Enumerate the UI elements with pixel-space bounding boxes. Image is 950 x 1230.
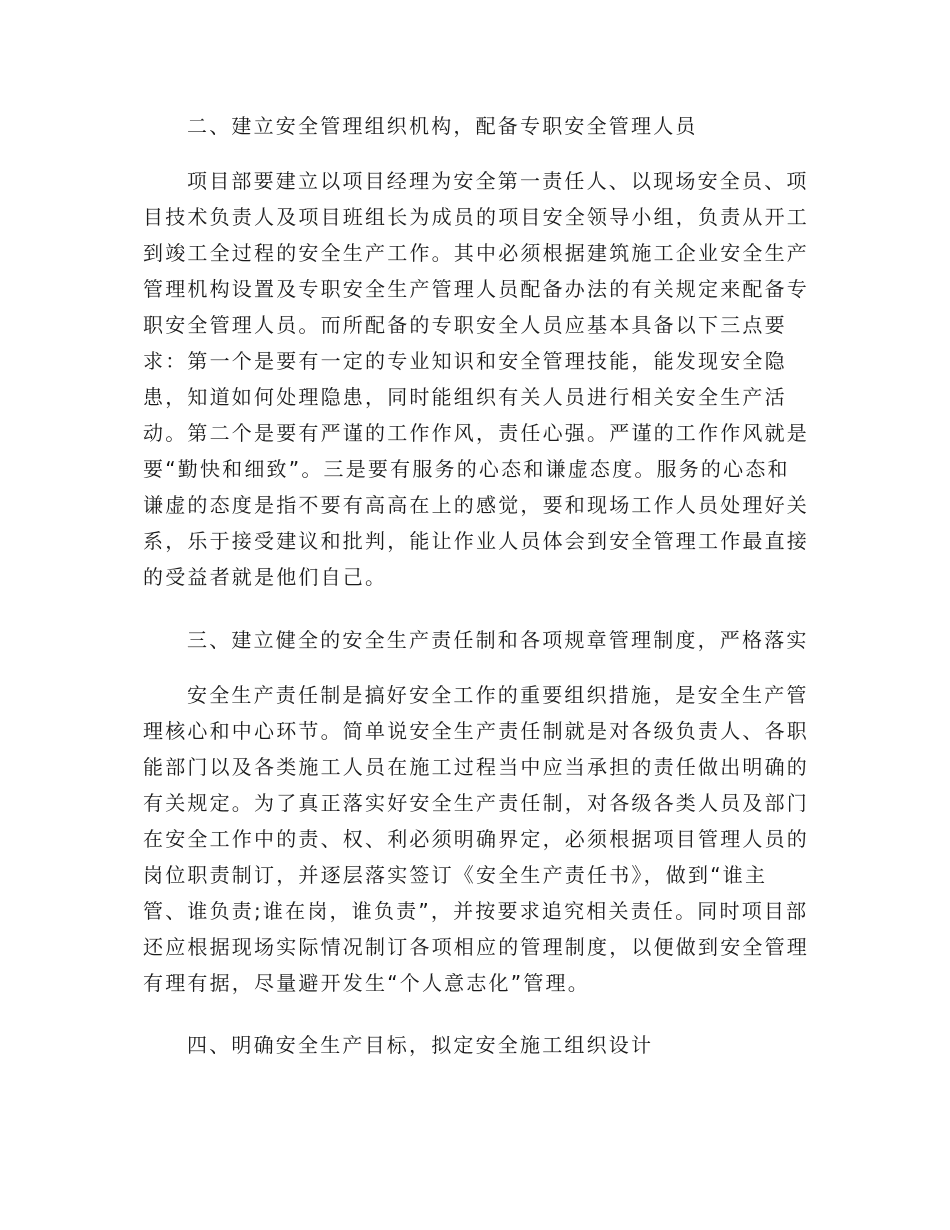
paragraph-line: 有关规定。为了真正落实好安全生产责任制，对各级各类人员及部门: [143, 791, 809, 815]
paragraph-line: 要“勤快和细致”。三是要有服务的心态和谦虚态度。服务的心态和: [143, 457, 790, 481]
paragraph-line: 患，知道如何处理隐患，同时能组织有关人员进行相关安全生产活: [143, 385, 787, 409]
paragraph-line: 管理机构设置及专职安全生产管理人员配备办法的有关规定来配备专: [143, 277, 809, 301]
paragraph-line: 岗位职责制订，并逐层落实签订《安全生产责任书》，做到“谁主: [143, 863, 768, 887]
paragraph-line: 动。第二个是要有严谨的工作作风，责任心强。严谨的工作作风就是: [143, 421, 809, 445]
section-heading: 三、建立健全的安全生产责任制和各项规章管理制度，严格落实: [187, 628, 809, 652]
paragraph-line: 还应根据现场实际情况制订各项相应的管理制度，以便做到安全管理: [143, 935, 809, 959]
paragraph-line: 系，乐于接受建议和批判，能让作业人员体会到安全管理工作最直接: [143, 529, 809, 553]
paragraph-line: 理核心和中心环节。简单说安全生产责任制就是对各级负责人、各职: [143, 719, 809, 743]
paragraph-line: 到竣工全过程的安全生产工作。其中必须根据建筑施工企业安全生产: [143, 241, 809, 265]
paragraph-line: 谦虚的态度是指不要有高高在上的感觉，要和现场工作人员处理好关: [143, 493, 809, 517]
paragraph-line: 有理有据，尽量避开发生“个人意志化”管理。: [143, 971, 590, 995]
paragraph-line: 求：第一个是要有一定的专业知识和安全管理技能，能发现安全隐: [143, 349, 787, 373]
section-heading: 四、明确安全生产目标，拟定安全施工组织设计: [187, 1033, 654, 1057]
paragraph-line: 在安全工作中的责、权、利必须明确界定，必须根据项目管理人员的: [143, 827, 809, 851]
paragraph-line: 的受益者就是他们自己。: [143, 565, 388, 589]
paragraph-line: 能部门以及各类施工人员在施工过程当中应当承担的责任做出明确的: [143, 755, 809, 779]
paragraph-line: 项目部要建立以项目经理为安全第一责任人、以现场安全员、项: [187, 169, 809, 193]
paragraph-line: 管、谁负责;谁在岗，谁负责”，并按要求追究相关责任。同时项目部: [143, 899, 809, 923]
section-heading: 二、建立安全管理组织机构，配备专职安全管理人员: [187, 114, 698, 138]
paragraph-line: 安全生产责任制是搞好安全工作的重要组织措施，是安全生产管: [187, 683, 809, 707]
paragraph-line: 职安全管理人员。而所配备的专职安全人员应基本具备以下三点要: [143, 313, 787, 337]
paragraph-line: 目技术负责人及项目班组长为成员的项目安全领导小组，负责从开工: [143, 205, 809, 229]
